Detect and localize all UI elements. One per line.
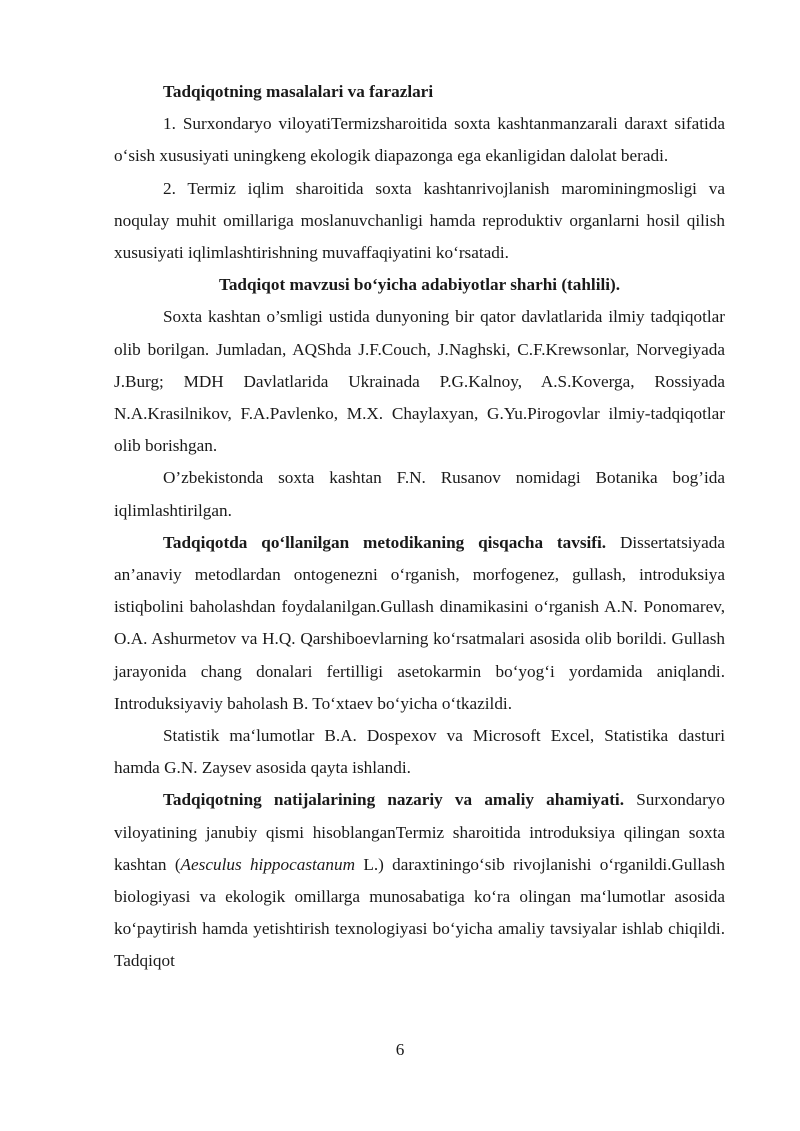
significance-text-1: Surxondaryo viloyatining janubiy qismi hisoblanganTermiz sharoitida introduksiya qilingan soxta kashtan ( — [114, 790, 725, 874]
paragraph-methodology — [114, 527, 725, 720]
section-heading-tasks: Tadqiqotning masalalari va farazlari — [163, 82, 434, 101]
document-page — [114, 76, 725, 978]
paragraph-hypothesis-2: 2. Termiz iqlim sharoitida soxta kashtanrivojlanish marominingmosligi va noqulay muhit omillariga moslanuvchanligi hamda reproduktiv organlarni hosil qilish xususiyati iqlimlashtirishning muvaffaqiyatini ko‘rsatadi. — [114, 178, 725, 263]
paragraph-hypothesis-1: 1. Surxondaryo viloyatiTermizsharoitida soxta kashtanmanzarali daraxt sifatida o‘sish xususiyati uningkeng ekologik diapazonga ega ekanligidan dalolat beradi. — [114, 114, 725, 166]
page-number: 6 — [395, 1040, 405, 1059]
section-heading-literature: Tadqiqot mavzusi bo‘yicha adabiyotlar sharhi (tahlili). — [218, 275, 621, 295]
significance-text-2: L.) daraxtiningo‘sib rivojlanishi o‘rganildi.Gullash biologiyasi va ekologik omillarga munosabatiga ko‘ra olingan ma‘lumotlar asosida ko‘paytirish hamda yetishtirish texnologiyasi bo‘yicha amaliy tavsiyalar ishlab chiqildi. Tadqiqot — [114, 854, 725, 971]
methodology-text: Dissertatsiyada an’anaviy metodlardan ontogenezni o‘rganish, morfogenez, gullash, introduksiya istiqbolini baholashdan foydalanilgan.Gullash dinamikasini o‘rganish A.N. Ponomarev, O.A. Ashurmetov va H.Q. Qarshiboevlarning ko‘rsatmalari asosida olib borildi. Gullash jarayonida chang donalari fertilligi asetokarmin bo‘yog‘i yordamida aniqlandi. Introduksiyaviy baholash B. To‘xtaev bo‘yicha o‘tkazildi. — [114, 532, 725, 713]
species-name: Aesculus hippocastanum — [180, 854, 355, 874]
paragraph-significance — [114, 784, 725, 977]
significance-heading: Tadqiqotning natijalarining nazariy va amaliy ahamiyati. — [163, 790, 624, 810]
paragraph-literature-review: Soxta kashtan o’smligi ustida dunyoning bir qator davlatlarida ilmiy tadqiqotlar olib borilgan. Jumladan, AQShda J.F.Couch, J.Naghski, C.F.Krewsonlar, Norvegiyada J.Burg; MDH Davlatlarida Ukrainada P.G.Kalnoy, A.S.Koverga, Rossiyada N.A.Krasilnikov, F.A.Pavlenko, M.X. Chaylaxyan, G.Yu.Pirogovlar ilmiy-tadqiqotlar olib borishgan. — [114, 307, 725, 456]
paragraph-uzbekistan: O’zbekistonda soxta kashtan F.N. Rusanov nomidagi Botanika bog’ida iqlimlashtirilgan. — [114, 468, 725, 520]
paragraph-statistics: Statistik ma‘lumotlar B.A. Dospexov va Microsoft Excel, Statistika dasturi hamda G.N. Zaysev asosida qayta ishlandi. — [114, 726, 725, 778]
methodology-heading: Tadqiqotda qo‘llanilgan metodikaning qisqacha tavsifi. — [163, 532, 607, 552]
